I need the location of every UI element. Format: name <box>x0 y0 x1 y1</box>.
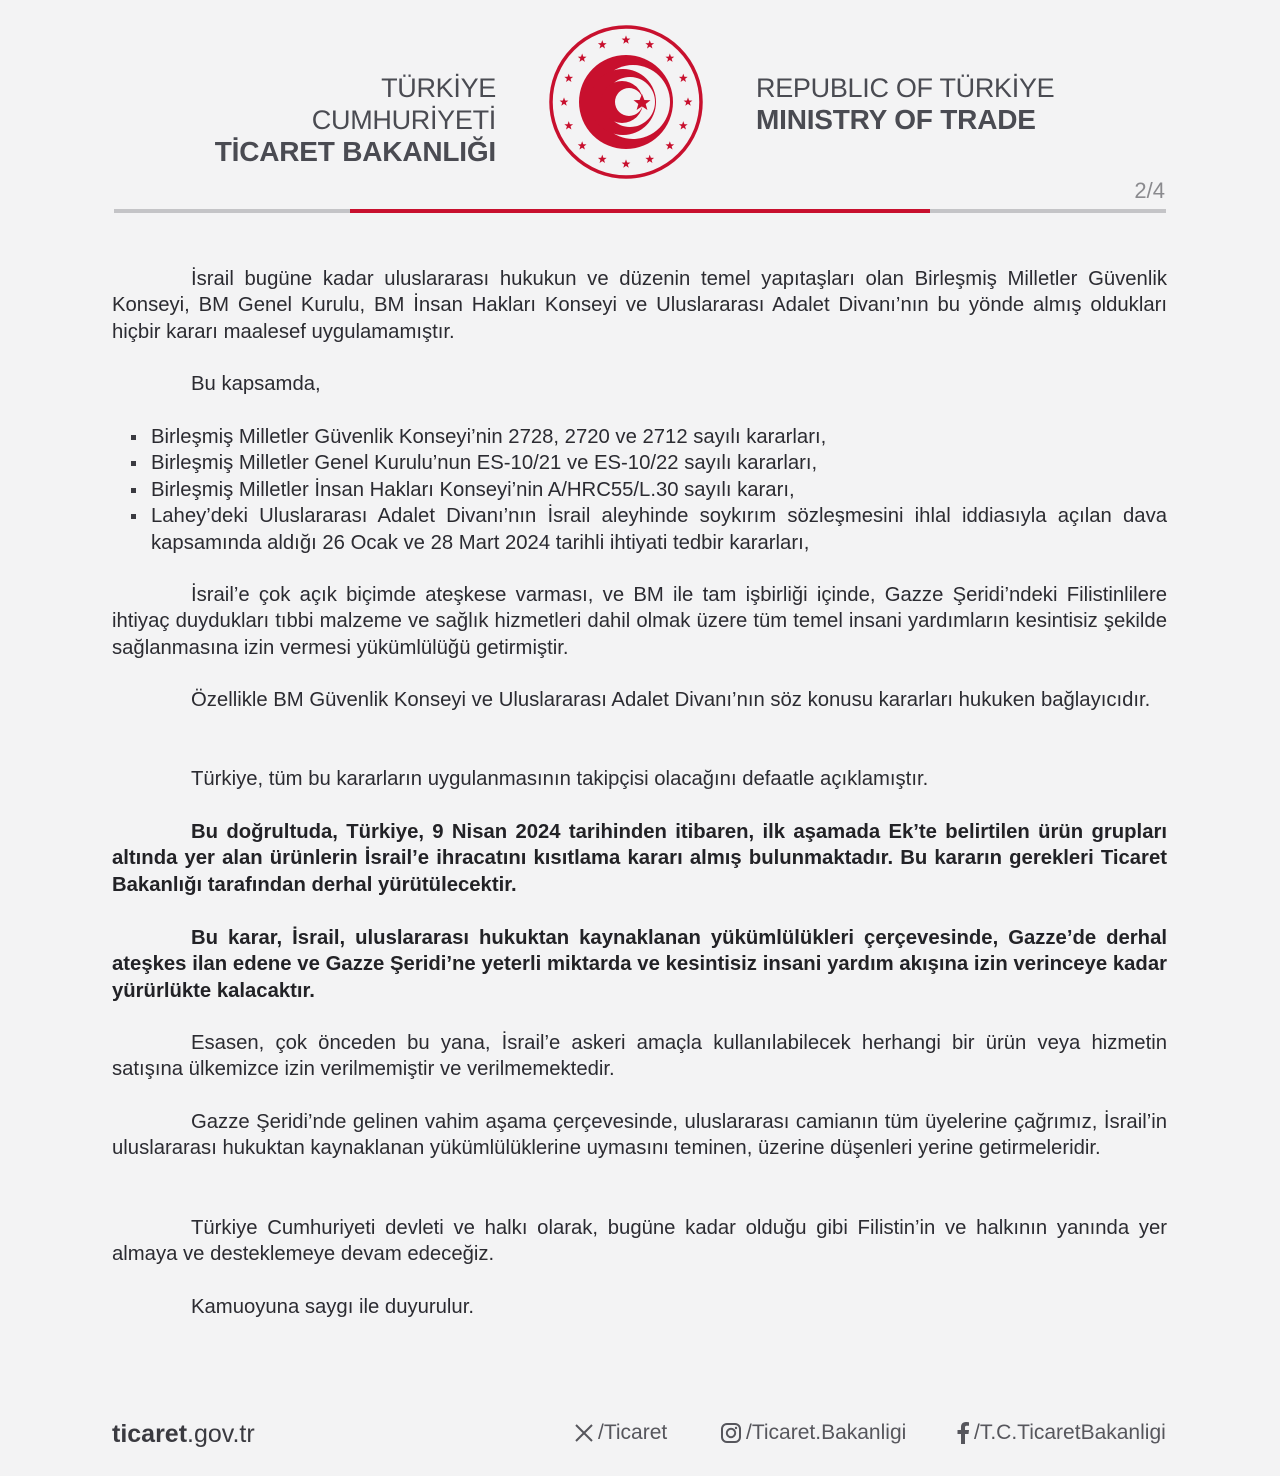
list-item <box>112 477 1167 503</box>
emblem-star-icon <box>564 121 573 129</box>
list-item <box>112 450 1167 476</box>
facebook-handle: /T.C.TicaretBakanligi <box>974 1421 1166 1444</box>
emblem-star-icon <box>598 155 607 163</box>
footer-x-link[interactable] <box>574 1421 667 1445</box>
paragraph-4: Özellikle BM Güvenlik Konseyi ve Uluslararası Adalet Divanı’nın söz konusu kararları hukuken bağlayıcıdır. <box>191 689 1151 711</box>
list-item-text: Lahey’deki Uluslararası Adalet Divanı’nın İsrail aleyhinde soykırım sözleşmesini ihlal iddiasıyla açılan dava kapsamında aldığı 26 Ocak ve 28 Mart 2024 tarihli ihtiyati tedbir kararları, <box>151 505 1167 554</box>
header-republic-tr: TÜRKİYE CUMHURİYETİ <box>311 73 496 135</box>
paragraph-6-bold: Bu doğrultuda, Türkiye, 9 Nisan 2024 tarihinden itibaren, ilk aşamada Ek’te belirtilen ürün grupları altında yer alan ürünlerin İsrail’e ihracatını kısıtlama kararı almış bulunmaktadır. Bu kararın gerekleri Ticaret Bakanlığı tarafından derhal yürütülecektir. <box>112 821 1167 896</box>
emblem-star-icon <box>679 74 688 82</box>
footer-instagram-link[interactable] <box>720 1421 906 1445</box>
list-item <box>112 503 1167 556</box>
paragraph-3: İsrail’e çok açık biçimde ateşkese varması, ve BM ile tam işbirliği içinde, Gazze Şeridi’ndeki Filistinlilere ihtiyaç duydukları tıbbi malzeme ve sağlık hizmetleri dahil olmak üzere tüm temel insani yardımların kesintisiz şekilde sağlanmasına izin vermesi yükümlülüğü getirmiştir. <box>112 584 1167 659</box>
paragraph-8: Esasen, çok önceden bu yana, İsrail’e askeri amaçla kullanılabilecek herhangi bir ürün veya hizmetin satışına ülkemizce izin verilmemiştir ve verilmemektedir. <box>112 1032 1167 1081</box>
emblem-star-icon <box>564 74 573 82</box>
emblem-star-icon <box>645 40 654 48</box>
x-icon <box>574 1423 594 1443</box>
header-republic-en: REPUBLIC OF TÜRKİYE <box>756 73 1055 103</box>
paragraph-5: Türkiye, tüm bu kararların uygulanmasının takipçisi olacağını defaatle açıklamıştır. <box>191 768 929 790</box>
bullet-icon <box>131 461 136 466</box>
emblem-star-icon <box>622 35 631 43</box>
emblem-star-icon <box>622 159 631 167</box>
header-ministry-english <box>756 72 1056 136</box>
header-ministry-tr: TİCARET BAKANLIĞI <box>214 136 496 167</box>
ministry-emblem-icon <box>548 24 704 180</box>
paragraph-1: İsrail bugüne kadar uluslararası hukukun ve düzenin temel yapıtaşları olan Birleşmiş Milletler Güvenlik Konseyi, BM Genel Kurulu, BM İnsan Hakları Konseyi ve Uluslararası Adalet Divanı’nın bu yönde almış oldukları hiçbir kararı maalesef uygulamamıştır. <box>112 268 1167 343</box>
paragraph-2: Bu kapsamda, <box>191 373 321 395</box>
bullet-icon <box>131 488 136 493</box>
header-ministry-en: MINISTRY OF TRADE <box>756 104 1036 135</box>
emblem-star-icon <box>679 121 688 129</box>
emblem-star-icon <box>645 155 654 163</box>
emblem-star-icon <box>578 141 587 149</box>
emblem-star-icon <box>665 54 674 62</box>
paragraph-7-bold: Bu karar, İsrail, uluslararası hukuktan kaynaklanan yükümlülükleri çerçevesinde, Gazze’de derhal ateşkes ilan edene ve Gazze Şeridi’ne yeterli miktarda ve kesintisiz insani yardım akışına izin verinceye kadar yürürlükte kalacaktır. <box>112 927 1167 1002</box>
footer-facebook-link[interactable] <box>956 1421 1166 1445</box>
instagram-icon <box>720 1422 742 1444</box>
footer-site-domain: .gov.tr <box>187 1420 255 1448</box>
bullet-icon <box>131 514 136 519</box>
header-ministry-turkish <box>212 72 496 168</box>
emblem-star-icon <box>578 54 587 62</box>
emblem-star-icon <box>598 40 607 48</box>
header-divider-accent <box>350 209 930 213</box>
list-item-text: Birleşmiş Milletler Güvenlik Konseyi’nin 2728, 2720 ve 2712 sayılı kararları, <box>151 426 827 448</box>
footer-website-link[interactable] <box>112 1420 255 1449</box>
list-item-text: Birleşmiş Milletler Genel Kurulu’nun ES-10/21 ve ES-10/22 sayılı kararları, <box>151 452 818 475</box>
instagram-handle: /Ticaret.Bakanligi <box>746 1421 907 1444</box>
paragraph-9: Gazze Şeridi’nde gelinen vahim aşama çerçevesinde, uluslararası camianın tüm üyelerine çağrımız, İsrail’in uluslararası hukuktan kaynaklanan yükümlülüklerine uymasını teminen, üzerine düşenleri yerine getirmeleridir. <box>112 1111 1167 1160</box>
paragraph-11: Kamuoyuna saygı ile duyurulur. <box>191 1296 474 1318</box>
emblem-star-icon <box>560 97 569 105</box>
emblem-star-icon <box>665 141 674 149</box>
list-item-text: Birleşmiş Milletler İnsan Hakları Konseyi’nin A/HRC55/L.30 sayılı kararı, <box>151 478 795 501</box>
list-item <box>112 424 1167 450</box>
facebook-icon <box>956 1422 970 1444</box>
bullet-icon <box>131 435 136 440</box>
paragraph-10: Türkiye Cumhuriyeti devleti ve halkı olarak, bugüne kadar olduğu gibi Filistin’in ve halkının yanında yer almaya ve desteklemeye devam edeceğiz. <box>112 1217 1167 1266</box>
page-number: 2/4 <box>1134 178 1165 203</box>
emblem-star-icon <box>684 97 693 105</box>
x-handle: /Ticaret <box>598 1421 668 1444</box>
footer-site-bold: ticaret <box>112 1420 188 1448</box>
bullet-list <box>112 424 1167 556</box>
